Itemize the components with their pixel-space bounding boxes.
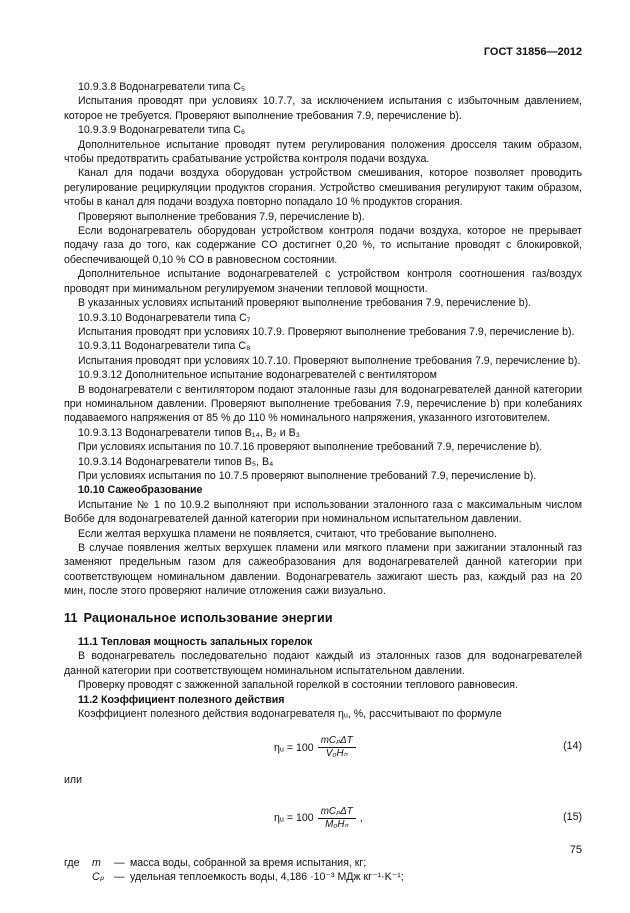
formula-lhs: ηᵤ = 100	[274, 812, 314, 825]
subsection-heading: 11.1 Тепловая мощность запальных горелок	[78, 636, 313, 649]
paragraph: Проверку проводят с зажженной запальной горелкой в состоянии теплового равновесия.	[78, 679, 518, 692]
paragraph: Испытания проводят при условиях 10.7.10. Проверяют выполнение требования 7.9, перечисление b).	[78, 354, 581, 367]
paragraph: Проверяют выполнение требования 7.9, перечисление b).	[78, 210, 365, 223]
formula-fraction	[318, 735, 356, 760]
formula-number: (15)	[563, 810, 582, 823]
paragraph: В указанных условиях испытаний проверяют выполнение требования 7.9, перечисление b).	[78, 297, 532, 310]
paragraph: В водонагреватели с вентилятором подают эталонные газы для водонагревателей данной категории при номинальном давлении. Проверяют выполнение требования 7.9, перечисление b) при колебаниях подаваемого напряжения от 85 % до 110 % номинального напряжения, указанного изготовителем.	[64, 383, 582, 425]
clause-heading: 10.9.3.14 Водонагреватели типов B₅, B₄	[78, 455, 274, 468]
definition-text: масса воды, собранной за время испытания, кг;	[130, 856, 367, 869]
definition-row	[64, 870, 582, 884]
definition-row	[64, 856, 582, 870]
definition-dash: —	[114, 856, 125, 869]
paragraph: Коэффициент полезного действия водонагревателя ηᵤ, %, рассчитывают по формуле	[78, 708, 502, 721]
formula-number: (14)	[563, 740, 582, 753]
definition-lead: где	[64, 856, 80, 869]
formula-15	[64, 798, 582, 842]
or-text: или	[64, 774, 83, 787]
clause-heading: 10.9.3.8 Водонагреватели типа C₅	[78, 81, 246, 93]
formula-numerator: mCₚΔT	[318, 806, 356, 819]
definitions-list	[64, 856, 582, 885]
paragraph: Канал для подачи воздуха оборудован устройством смешивания, которое позволяет проводить регулирование рециркуляции продуктов сгорания. Устройство смешивания регулируют таким образом, чтобы в канал для подачи воздуха повторно попадало 10 % продуктов сгорания.	[64, 167, 582, 209]
clause-heading: 10.9.3.11 Водонагреватели типа C₈	[78, 340, 251, 353]
paragraph: При условиях испытания по 10.7.16 проверяют выполнение требований 7.9, перечисление b).	[78, 441, 543, 454]
paragraph: Дополнительное испытание водонагревателей с устройством контроля соотношения газ/воздух проводят при минимальном регулируемом значении тепловой мощности.	[64, 268, 582, 295]
clause-heading: 10.9.3.12 Дополнительное испытание водонагревателей с вентилятором	[78, 369, 437, 382]
paragraph: Если желтая верхушка пламени не появляется, считают, что требование выполнено.	[78, 527, 497, 540]
document-header: ГОСТ 31856—2012	[483, 46, 582, 58]
section-number: 11	[64, 610, 78, 625]
formula-denominator: V₀Hₙ	[325, 748, 348, 760]
formula-fraction	[318, 806, 356, 831]
formula-14	[64, 727, 582, 771]
subsection-heading: 11.2 Коэффициент полезного действия	[78, 693, 285, 706]
clause-heading: 10.9.3.9 Водонагреватели типа C₆	[78, 124, 246, 137]
paragraph: Дополнительное испытание проводят путем регулирования положения дросселя таким образом, чтобы предотвратить срабатывание устройства контроля подачи воздуха.	[64, 138, 582, 166]
definition-lead	[64, 870, 92, 884]
definition-text: удельная теплоемкость воды, 4,186 ·10⁻³ МДж кг⁻¹·K⁻¹;	[130, 871, 404, 884]
paragraph: В водонагреватель последовательно подают каждый из эталонных газов для водонагревателей данной категории при соответствующем номинальном испытательном давлении.	[64, 650, 582, 677]
paragraph: В случае появления желтых верхушек пламени или мягкого пламени при зажигании эталонный газ заменяют предельным газом для сажеобразования для водонагревателей данной категории при соответствующем номинальном давлении. Водонагреватель зажигают шесть раз, каждый раз на 20 мин, после этого проверяют наличие отложения сажи визуально.	[64, 542, 582, 598]
definition-symbol: Cₚ	[92, 871, 105, 884]
subsection-heading: 10.10 Сажеобразование	[78, 484, 203, 497]
paragraph: Испытание № 1 по 10.9.2 выполняют при использовании эталонного газа с максимальным числом Воббе для водонагревателей данной категории при номинальном испытательном давлении.	[64, 498, 582, 526]
formula-denominator: M₀Hₙ	[325, 818, 349, 830]
clause-heading: 10.9.3.10 Водонагреватели типа C₇	[78, 311, 251, 324]
paragraph: Если водонагреватель оборудован устройством контроля подачи воздуха, которое не прерывает подачу газа до того, как содержание CO достигнет 0,20 %, то испытание проводят с блокировкой, обеспечивающей 0,10 % CO в равновесном состоянии.	[64, 225, 582, 266]
definition-symbol: m	[92, 856, 101, 869]
clause-heading: 10.9.3.13 Водонагреватели типов B₁₄, B₂ и B₃	[78, 426, 300, 439]
paragraph: Испытания проводят при условиях 10.7.7, за исключением испытания с избыточным давлением, которое не требуется. Проверяют выполнение требования 7.9, перечисление b).	[64, 95, 582, 122]
formula-numerator: mCₚΔT	[318, 735, 356, 748]
formula-tail: ,	[359, 812, 363, 825]
section-heading	[64, 611, 582, 625]
paragraph: Испытания проводят при условиях 10.7.9. Проверяют выполнение требования 7.9, перечисление b).	[78, 325, 575, 338]
paragraph: При условиях испытания по 10.7.5 проверяют выполнение требований 7.9, перечисление b).	[78, 469, 537, 482]
formula-lhs: ηᵤ = 100	[274, 741, 314, 754]
page-number: 75	[569, 843, 582, 856]
section-title: Рациональное использование энергии	[83, 610, 333, 625]
document-body	[64, 80, 582, 885]
definition-dash: —	[114, 871, 125, 884]
